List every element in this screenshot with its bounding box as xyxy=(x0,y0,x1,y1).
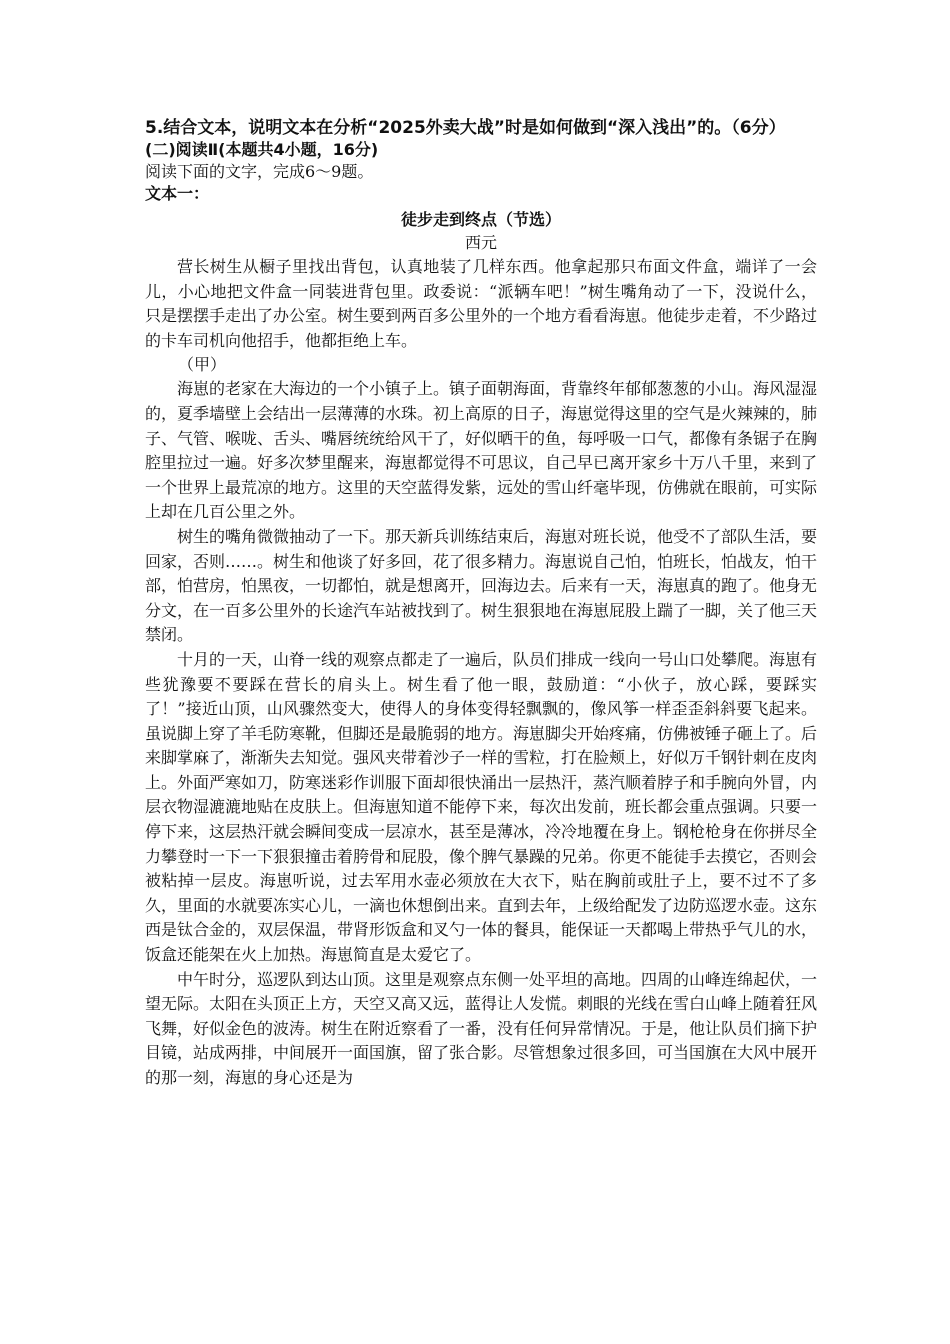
reading-instruction: 阅读下面的文字，完成6～9题。 xyxy=(145,162,374,181)
article-author: 西元 xyxy=(464,233,497,252)
paragraph-1: 营长树生从橱子里找出背包，认真地装了几样东西。他拿起那只布面文件盒，端详了一会儿，小心地把文件盒一同装进背包里。政委说：“派辆车吧！”树生嘴角动了一下，没说什么，只是摆摆手走出了办公室。树生要到两百多公里外的一个地方看看海崽。他徒步走着，不少路过的卡车司机向他招手，他都拒绝上车。 xyxy=(145,257,818,350)
paragraph-5: 中午时分，巡逻队到达山顶。这里是观察点东侧一处平坦的高地。四周的山峰连绵起伏，一望无际。太阳在头顶正上方，天空又高又远，蓝得让人发慌。刺眼的光线在雪白山峰上随着狂风飞舞，好似金色的波涛。树生在附近察看了一番，没有任何异常情况。于是，他让队员们摘下护目镜，站成两排，中间展开一面国旗，留了张合影。尽管想象过很多回，可当国旗在大风中展开的那一刻，海崽的身心还是为 xyxy=(145,969,818,1087)
article-title: 徒步走到终点（节选） xyxy=(400,210,561,229)
section-heading: (二)阅读Ⅱ(本题共4小题，16分) xyxy=(145,140,379,159)
paragraph-3: 树生的嘴角微微抽动了一下。那天新兵训练结束后，海崽对班长说，他受不了部队生活，要回家，否则……。树生和他谈了好多回，花了很多精力。海崽说自己怕，怕班长，怕战友，怕干部，怕营房，怕黑夜，一切都怕，就是想离开，回海边去。后来有一天，海崽真的跑了。他身无分文，在一百多公里外的长途汽车站被找到了。树生狠狠地在海崽屁股上踹了一脚，关了他三天禁闭。 xyxy=(145,526,818,645)
section-marker-jia: （甲） xyxy=(178,355,227,375)
text-one-label: 文本一： xyxy=(145,184,210,203)
paragraph-2: 海崽的老家在大海边的一个小镇子上。镇子面朝海面，背靠终年郁郁葱葱的小山。海风湿湿的，夏季墙壁上会结出一层薄薄的水珠。初上高原的日子，海崽觉得这里的空气是火辣辣的，肺子、气管、喉咙、舌头、嘴唇统统给风干了，好似晒干的鱼，每呼吸一口气，都像有条锯子在胸腔里拉过一遍。好多次梦里醒来，海崽都觉得不可思议，自己早已离开家乡十万八千里，来到了一个世界上最荒凉的地方。这里的天空蓝得发紫，远处的雪山纤毫毕现，仿佛就在眼前，可实际上却在几百公里之外。 xyxy=(145,379,818,522)
document-page xyxy=(145,117,817,1091)
paragraph-4: 十月的一天，山脊一线的观察点都走了一遍后，队员们排成一线向一号山口处攀爬。海崽有些犹豫要不要踩在营长的肩头上。树生看了他一眼，鼓励道：“小伙子，放心踩，要踩实了！”接近山顶，山风骤然变大，使得人的身体变得轻飘飘的，像风筝一样歪歪斜斜要飞起来。虽说脚上穿了羊毛防寒靴，但脚还是最脆弱的地方。海崽脚尖开始疼痛，仿佛被锤子砸上了。后来脚掌麻了，渐渐失去知觉。强风夹带着沙子一样的雪粒，打在脸颊上，好似万千钢针刺在皮肉上。外面严寒如刀，防寒迷彩作训服下面却很快涌出一层热汗，蒸汽顺着脖子和手腕向外冒，内层衣物湿漉漉地贴在皮肤上。但海崽知道不能停下来，每次出发前，班长都会重点强调。只要一停下来，这层热汗就会瞬间变成一层凉水，甚至是薄冰，冷冷地覆在身上。钢枪枪身在你拼尽全力攀登时一下一下狠狠撞击着胯骨和屁股，像个脾气暴躁的兄弟。你更不能徒手去摸它，否则会被粘掉一层皮。海崽听说，过去军用水壶必须放在大衣下，贴在胸前或肚子上，要不过不了多久，里面的水就要冻实心儿，一滴也休想倒出来。直到去年，上级给配发了边防巡逻水壶。这东西是钛合金的，双层保温，带肾形饭盒和叉勺一体的餐具，能保证一天都喝上带热乎气儿的水，饭盒还能架在火上加热。海崽简直是太爱它了。 xyxy=(145,649,818,965)
question-5: 5.结合文本，说明文本在分析“2025外卖大战”时是如何做到“深入浅出”的。（6分） xyxy=(145,118,786,138)
